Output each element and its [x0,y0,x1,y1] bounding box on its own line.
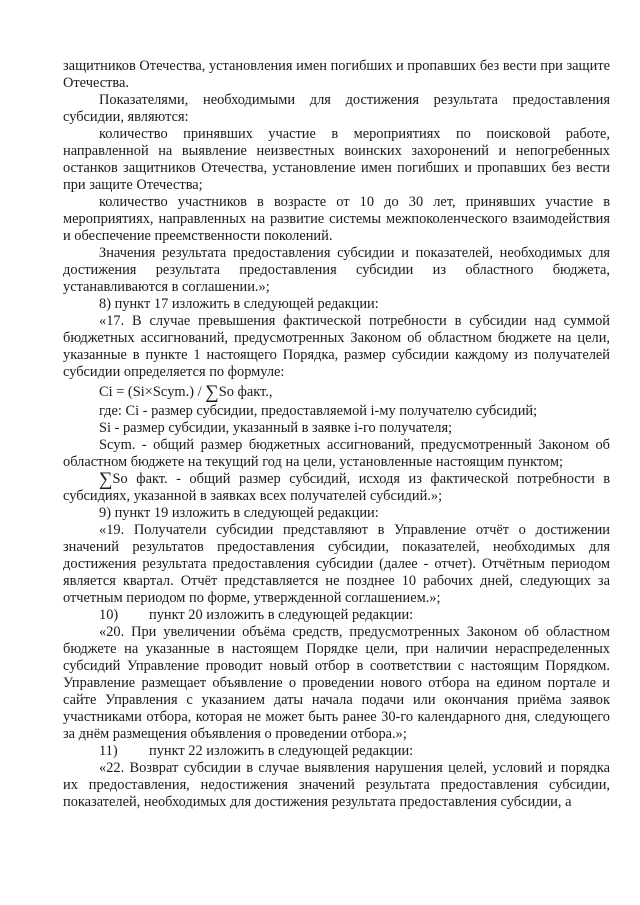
item-number: 10) [99,607,119,623]
item-9-heading: 9) пункт 19 изложить в следующей редакции: [99,505,379,521]
paragraph-indicator-2: количество участников в возрасте от 10 до 30 лет, принявших участие в мероприятиях, направленных на развитие системы межпоколенческого взаимодействия и обеспечение преемственности поколений. [63,194,610,244]
paragraph-clause-17: «17. В случае превышения фактической потребности в субсидии над суммой бюджетных ассигнований, предусмотренных Законом об областном бюджете на цели, указанные в пункте 1 настоящего Порядка, размер субсидии каждому из получателей субсидии определяется по формуле: [63,313,610,380]
paragraph-clause-22: «22. Возврат субсидии в случае выявления нарушения целей, условий и порядка их предоставления, недостижения значений результата предоставления субсидии, показателей, необходимых для достижения результата предоставления субсидии, а [63,760,610,810]
formula-left: Ci = (Si×Scym.) / [99,384,206,400]
item-text: пункт 22 изложить в следующей редакции: [149,743,414,759]
sofact-text: - общий размер субсидий, исходя из фактической потребности в субсидиях, указанной в заявках всех получателей субсидий.»; [63,471,610,504]
paragraph-clause-19: «19. Получатели субсидии представляют в Управление отчёт о достижении значений результатов предоставления субсидии, показателей, необходимых для достижения результата предоставления субсидии (далее - отчет). Отчётным периодом является квартал. Отчёт представляется не позднее 10 рабочих дней, следующих за отчетным периодом по форме, утвержденной соглашением.»; [63,522,610,606]
paragraph-sofact-definition [63,471,610,505]
paragraph-continuation: защитников Отечества, установления имен погибших и пропавших без вести при защите Отечества. [63,58,610,91]
paragraph-si-definition: Si - размер субсидии, указанный в заявке i-го получателя; [99,420,453,436]
item-text: пункт 20 изложить в следующей редакции: [149,607,414,623]
item-11-heading [63,743,610,760]
paragraph-indicators-intro: Показателями, необходимыми для достижения результата предоставления субсидии, являются: [63,92,610,125]
item-8-heading: 8) пункт 17 изложить в следующей редакции: [99,296,379,312]
sum-symbol: ∑ [205,382,219,403]
paragraph-ci-definition: где: Ci - размер субсидии, предоставляемой i-му получателю субсидий; [99,403,538,419]
subsidy-formula [63,381,610,403]
item-number: 11) [99,743,118,759]
sofact-term: So факт. [112,471,168,487]
item-10-heading [63,607,610,624]
paragraph-scym-definition: Scym. - общий размер бюджетных ассигнований, предусмотренный Законом об областном бюджете на текущий год на цели, установленные настоящим пунктом; [63,437,610,470]
document-body [63,58,610,811]
sum-symbol: ∑ [99,469,113,490]
paragraph-indicator-1: количество принявших участие в мероприятиях по поисковой работе, направленной на выявление неизвестных воинских захоронений и непогребенных останков защитников Отечества, установление имен погибших и пропавших без вести при защите Отечества; [63,126,610,193]
formula-right: So факт., [218,384,273,400]
paragraph-clause-20: «20. При увеличении объёма средств, предусмотренных Законом об областном бюджете на указанные в настоящем Порядке цели, при наличии нераспределенных субсидий Управление проводит новый отбор в соответствии с настоящим Порядком. Управление размещает объявление о проведении нового отбора на едином портале и сайте Управления с указанием даты начала подачи или окончания приёма заявок участниками отбора, которая не может быть ранее 30-го календарного дня, следующего за днём размещения объявления о проведении отбора.»; [63,624,610,742]
paragraph-values-agreement: Значения результата предоставления субсидии и показателей, необходимых для достижения результата предоставления субсидии из областного бюджета, устанавливаются в соглашении.»; [63,245,610,295]
